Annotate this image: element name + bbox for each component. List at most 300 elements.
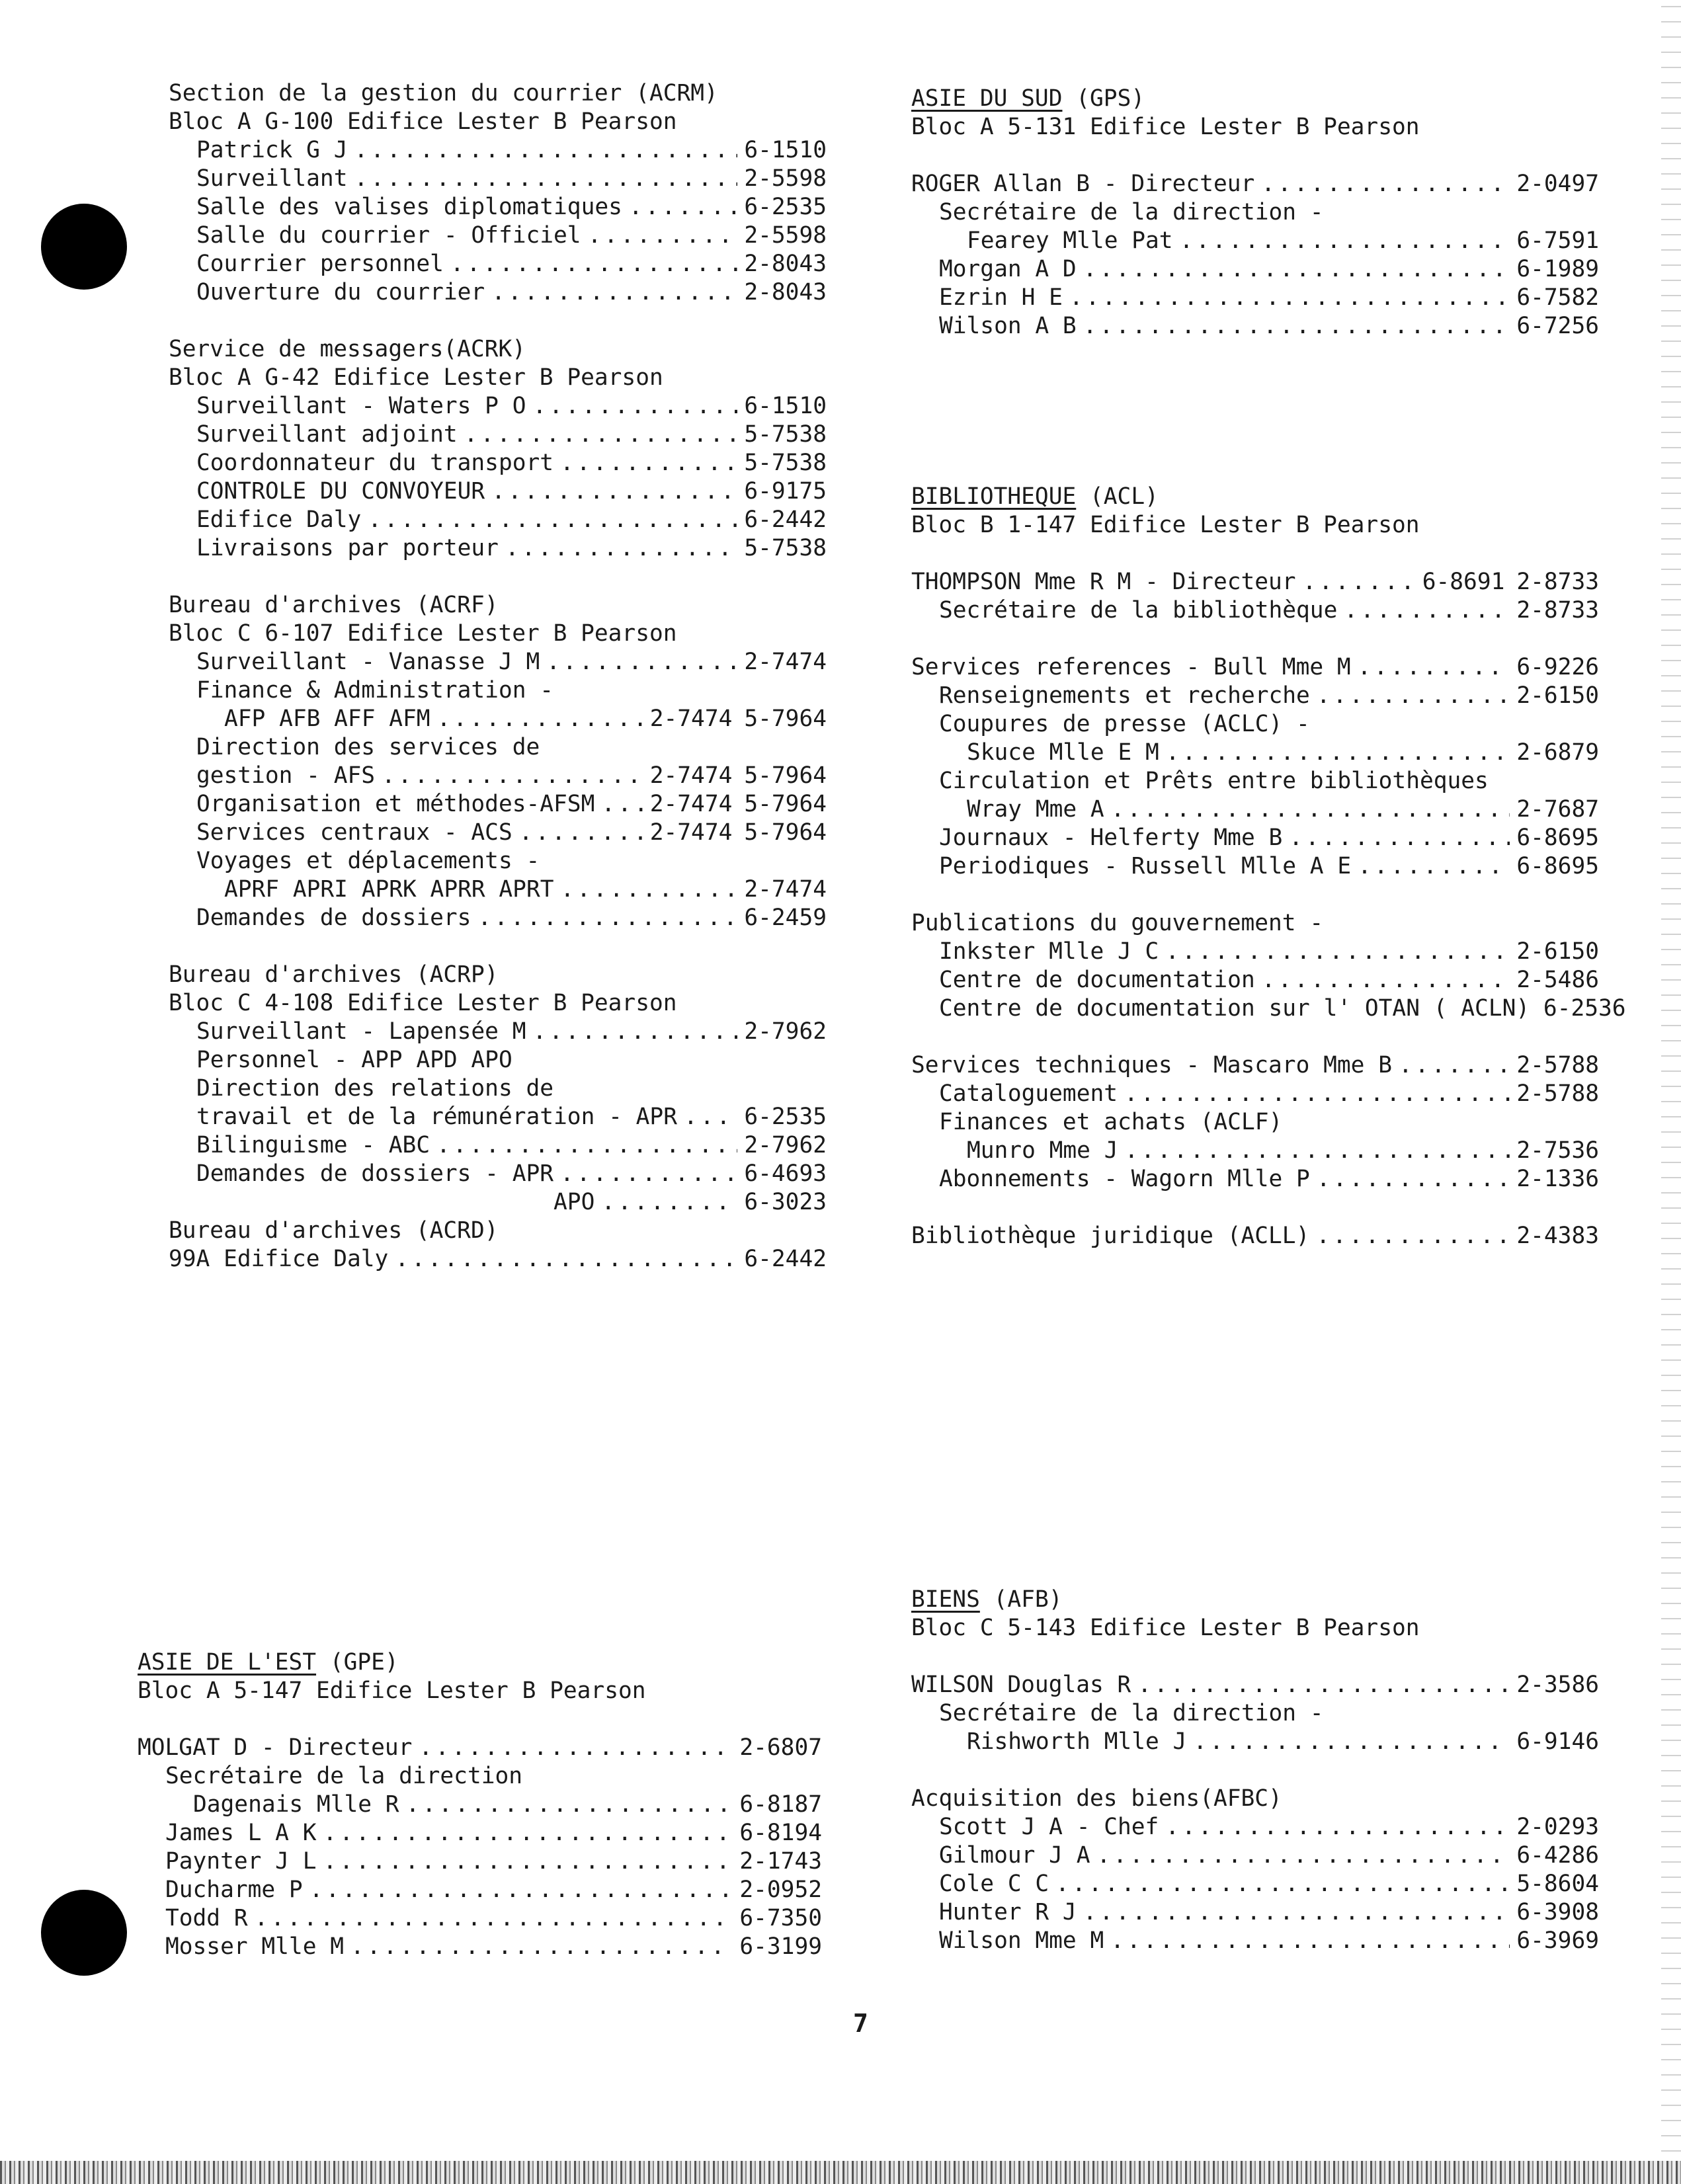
dot-leader xyxy=(395,1245,737,1274)
entry-label: THOMPSON Mme R M - Directeur xyxy=(911,569,1296,595)
entry-label: Services references - Bull Mme M xyxy=(911,654,1351,680)
entry-phone-number: 6-9226 xyxy=(1516,654,1599,680)
entry-label: APRF APRI APRK APRR APRT xyxy=(224,876,554,903)
section-heading xyxy=(169,961,827,989)
entry-phone-number: 2-5788 xyxy=(1516,1052,1599,1078)
entry-phone-number: 6-1989 xyxy=(1516,256,1599,282)
text-line xyxy=(911,1108,1599,1137)
entry-label: Renseignements et recherche xyxy=(939,682,1310,709)
entry-label: Rishworth Mlle J xyxy=(967,1728,1187,1755)
entry-label: Wilson A B xyxy=(939,313,1077,339)
line-text: Coupures de presse (ACLC) - xyxy=(939,711,1310,737)
directory-entry xyxy=(169,904,827,932)
entry-alt-number: 2-7474 xyxy=(649,819,733,846)
entry-label: Salle des valises diplomatiques xyxy=(196,194,622,220)
text-line xyxy=(911,909,1599,938)
dot-leader xyxy=(437,705,643,733)
directory-entry xyxy=(169,165,827,193)
dot-leader xyxy=(1193,1728,1510,1756)
entry-phone-number: 6-9146 xyxy=(1516,1728,1599,1755)
text-line xyxy=(169,108,827,136)
section-heading xyxy=(169,591,827,620)
text-line xyxy=(911,767,1599,795)
spacer xyxy=(911,881,1599,909)
spacer xyxy=(911,369,1599,397)
entry-phone-number: 2-7474 xyxy=(744,649,827,675)
directory-entry xyxy=(911,1870,1599,1898)
spacer xyxy=(138,1705,822,1734)
entry-alt-number: 2-7474 xyxy=(649,706,733,732)
dot-leader xyxy=(601,1188,737,1217)
directory-entry xyxy=(911,1137,1599,1165)
entry-label: Services techniques - Mascaro Mme B xyxy=(911,1052,1392,1078)
directory-entry xyxy=(911,739,1599,767)
dot-leader xyxy=(1399,1051,1510,1080)
entry-phone-number: 6-7256 xyxy=(1516,313,1599,339)
spacer xyxy=(911,1756,1599,1785)
heading-underlined: BIENS xyxy=(911,1586,980,1613)
entry-label: Wray Mme A xyxy=(967,796,1104,823)
spacer xyxy=(169,563,827,591)
entry-phone-number: 2-6150 xyxy=(1516,938,1599,965)
entry-label: Centre de documentation xyxy=(939,967,1255,993)
dot-leader xyxy=(1261,170,1510,198)
entry-label: Surveillant - Lapensée M xyxy=(196,1018,526,1045)
entry-label: Ducharme P xyxy=(165,1877,303,1903)
entry-label: Journaux - Helferty Mme B xyxy=(939,825,1283,851)
directory-entry xyxy=(911,1728,1599,1756)
entry-phone-number: 2-6807 xyxy=(739,1734,822,1761)
entry-phone-number: 6-3023 xyxy=(744,1189,827,1215)
directory-entry xyxy=(911,568,1599,596)
entry-label: Morgan A D xyxy=(939,256,1077,282)
dot-leader xyxy=(1262,966,1510,994)
entry-phone-number: 2-6879 xyxy=(1516,739,1599,766)
dot-leader xyxy=(1137,1671,1510,1699)
dot-leader xyxy=(1317,682,1510,710)
entry-phone-number: 5-7964 xyxy=(744,819,827,846)
dot-leader xyxy=(368,506,737,534)
entry-label: 99A Edifice Daly xyxy=(169,1246,389,1272)
entry-phone-number: 2-5788 xyxy=(1516,1080,1599,1107)
entry-phone-number: 6-7350 xyxy=(739,1905,822,1931)
entry-phone-number: 6-8695 xyxy=(1516,853,1599,879)
entry-phone-number: 5-7538 xyxy=(744,535,827,561)
line-text: Bloc A G-100 Edifice Lester B Pearson xyxy=(169,108,677,135)
dot-leader xyxy=(323,1819,733,1847)
entry-label: WILSON Douglas R xyxy=(911,1672,1131,1698)
entry-phone-number: 6-8194 xyxy=(739,1820,822,1846)
entry-label: Ezrin H E xyxy=(939,284,1063,311)
entry-phone-number: 2-1743 xyxy=(739,1848,822,1875)
entry-label: Ouverture du courrier xyxy=(196,279,485,305)
directory-entry xyxy=(911,596,1599,625)
spacer xyxy=(911,397,1599,426)
dot-leader xyxy=(1055,1870,1510,1898)
entry-label: Patrick G J xyxy=(196,137,348,163)
directory-entry xyxy=(169,875,827,904)
heading-text: (GPS) xyxy=(1062,85,1145,112)
entry-phone-number: 6-2442 xyxy=(744,506,827,533)
dot-leader xyxy=(354,165,737,193)
entry-label: Services centraux - ACS xyxy=(196,819,512,846)
entry-label: Hunter R J xyxy=(939,1899,1077,1925)
dot-leader xyxy=(1096,1841,1510,1870)
directory-entry xyxy=(169,1018,827,1046)
heading-text: Bureau d'archives (ACRD) xyxy=(169,1217,499,1244)
dot-leader xyxy=(1166,739,1510,767)
entry-phone-number: 6-9175 xyxy=(744,478,827,505)
directory-entry xyxy=(169,648,827,676)
spacer xyxy=(911,1193,1599,1222)
text-line xyxy=(169,620,827,648)
heading-text: Service de messagers(ACRK) xyxy=(169,336,526,362)
entry-phone-number: 6-7582 xyxy=(1516,284,1599,311)
dot-leader xyxy=(533,1018,738,1046)
entry-label: Periodiques - Russell Mlle A E xyxy=(939,853,1352,879)
directory-entry xyxy=(138,1933,822,1961)
section-heading xyxy=(911,1586,1599,1614)
dot-leader xyxy=(1358,653,1510,682)
spacer xyxy=(911,142,1599,170)
directory-entry xyxy=(169,1245,827,1274)
directory-entry xyxy=(911,1051,1599,1080)
line-text: Acquisition des biens(AFBC) xyxy=(911,1785,1282,1812)
spacer xyxy=(169,307,827,335)
dot-leader xyxy=(1083,255,1510,284)
section-heading xyxy=(911,85,1599,113)
directory-entry xyxy=(138,1876,822,1904)
spacer xyxy=(911,540,1599,568)
text-line xyxy=(911,994,1626,1023)
text-line xyxy=(169,676,827,705)
directory-entry xyxy=(911,1813,1599,1841)
dot-leader xyxy=(560,449,737,477)
text-line xyxy=(911,710,1599,739)
spacer xyxy=(169,932,827,961)
spacer xyxy=(911,1642,1599,1671)
entry-phone-number: 5-8604 xyxy=(1516,1871,1599,1897)
directory-entry xyxy=(169,705,827,733)
entry-phone-number: 6-3199 xyxy=(739,1933,822,1960)
text-line xyxy=(169,847,827,875)
entry-label: Mosser Mlle M xyxy=(165,1933,345,1960)
line-text: Publications du gouvernement - xyxy=(911,910,1324,936)
directory-entry xyxy=(911,284,1599,312)
heading-underlined: ASIE DU SUD xyxy=(911,85,1063,112)
line-text: Bloc C 6-107 Edifice Lester B Pearson xyxy=(169,620,677,647)
entry-label: Inkster Mlle J C xyxy=(939,938,1159,965)
dot-leader xyxy=(309,1876,733,1904)
entry-phone-number: 2-8733 xyxy=(1516,569,1599,595)
entry-phone-number: 2-7962 xyxy=(744,1018,827,1045)
directory-entry xyxy=(911,682,1599,710)
line-text: Personnel - APP APD APO xyxy=(196,1047,512,1073)
entry-phone-number: 6-2442 xyxy=(744,1246,827,1272)
dot-leader xyxy=(1317,1165,1510,1193)
directory-entry xyxy=(911,1927,1599,1955)
left-column-top xyxy=(169,79,827,1274)
line-text: Bloc C 4-108 Edifice Lester B Pearson xyxy=(169,990,677,1016)
directory-entry xyxy=(911,938,1599,966)
entry-phone-number: 6-2459 xyxy=(744,905,827,931)
scan-bottom-strip xyxy=(0,2161,1681,2184)
entry-label: APO xyxy=(196,1189,595,1215)
line-text: Bloc A 5-147 Edifice Lester B Pearson xyxy=(138,1678,646,1704)
entry-label: Dagenais Mlle R xyxy=(193,1791,399,1818)
dot-leader xyxy=(1165,1813,1510,1841)
entry-phone-number: 2-5598 xyxy=(744,222,827,249)
scan-edge xyxy=(1661,0,1681,2161)
entry-phone-number: 6-7591 xyxy=(1516,227,1599,254)
entry-phone-number: 2-7687 xyxy=(1516,796,1599,823)
entry-phone-number: 2-8733 xyxy=(1516,597,1599,624)
entry-label: Abonnements - Wagorn Mlle P xyxy=(939,1166,1310,1192)
entry-alt-number: 2-7474 xyxy=(649,762,733,789)
dot-leader xyxy=(1111,795,1510,824)
directory-entry xyxy=(138,1819,822,1847)
heading-text: (ACL) xyxy=(1076,483,1159,510)
directory-entry xyxy=(911,1222,1599,1250)
directory-entry xyxy=(138,1791,822,1819)
dot-leader xyxy=(354,136,737,165)
dot-leader xyxy=(255,1904,733,1933)
entry-phone-number: 6-8695 xyxy=(1516,825,1599,851)
heading-underlined: ASIE DE L'EST xyxy=(138,1649,317,1676)
heading-text: (GPE) xyxy=(316,1649,399,1676)
directory-entry xyxy=(911,824,1599,852)
heading-text: Bureau d'archives (ACRP) xyxy=(169,961,499,988)
text-line xyxy=(169,989,827,1018)
section-heading xyxy=(169,335,827,364)
dot-leader xyxy=(1083,312,1510,341)
entry-phone-number: 2-3586 xyxy=(1516,1672,1599,1698)
entry-label: Surveillant - Waters P O xyxy=(196,393,526,419)
entry-label: Demandes de dossiers xyxy=(196,905,472,931)
directory-entry xyxy=(169,136,827,165)
entry-label: James L A K xyxy=(165,1820,317,1846)
directory-entry xyxy=(911,227,1599,255)
heading-text: (AFB) xyxy=(979,1586,1063,1613)
directory-entry xyxy=(911,795,1599,824)
directory-entry xyxy=(169,819,827,847)
entry-phone-number: 6-4693 xyxy=(744,1160,827,1187)
line-text: Bloc C 5-143 Edifice Lester B Pearson xyxy=(911,1615,1420,1641)
entry-phone-number: 5-7538 xyxy=(744,450,827,476)
text-line xyxy=(169,1046,827,1074)
text-line xyxy=(911,1785,1599,1813)
entry-label: Surveillant - Vanasse J M xyxy=(196,649,540,675)
entry-phone-number: 2-4383 xyxy=(1516,1223,1599,1249)
entry-phone-number: 2-7474 xyxy=(744,876,827,903)
entry-phone-number: 6-8187 xyxy=(739,1791,822,1818)
directory-entry xyxy=(169,392,827,421)
entry-phone-number: 2-7536 xyxy=(1516,1137,1599,1164)
entry-label: Cole C C xyxy=(939,1871,1049,1897)
directory-entry xyxy=(138,1847,822,1876)
heading-underlined: BIBLIOTHEQUE xyxy=(911,483,1077,510)
dot-leader xyxy=(1165,938,1510,966)
entry-phone-number: 5-7964 xyxy=(744,762,827,789)
directory-entry xyxy=(169,449,827,477)
directory-entry xyxy=(911,852,1599,881)
line-text: Bloc B 1-147 Edifice Lester B Pearson xyxy=(911,512,1420,538)
spacer xyxy=(911,426,1599,454)
entry-label: AFP AFB AFF AFM xyxy=(224,706,430,732)
dot-leader xyxy=(560,1160,737,1188)
dot-leader xyxy=(323,1847,733,1876)
entry-label: gestion - AFS xyxy=(196,762,376,789)
text-line xyxy=(169,733,827,762)
dot-leader xyxy=(477,904,737,932)
dot-leader xyxy=(1180,227,1510,255)
dot-leader xyxy=(561,875,738,904)
entry-phone-number: 6-3908 xyxy=(1516,1899,1599,1925)
dot-leader xyxy=(546,648,737,676)
entry-label: Surveillant adjoint xyxy=(196,421,458,448)
dot-leader xyxy=(505,534,737,563)
dot-leader xyxy=(450,250,738,278)
directory-entry xyxy=(911,255,1599,284)
entry-label: Scott J A - Chef xyxy=(939,1814,1159,1840)
dot-leader xyxy=(1316,1222,1510,1250)
dot-leader xyxy=(588,222,738,250)
directory-entry xyxy=(169,250,827,278)
directory-entry xyxy=(911,1841,1599,1870)
section-heading xyxy=(169,79,827,108)
directory-entry xyxy=(169,534,827,563)
directory-entry xyxy=(911,966,1599,994)
dot-leader xyxy=(350,1933,733,1961)
entry-phone-number: 6-2535 xyxy=(744,194,827,220)
dot-leader xyxy=(1358,852,1510,881)
entry-label: Coordonnateur du transport xyxy=(196,450,554,476)
entry-label: travail et de la rémunération - APR xyxy=(196,1104,677,1130)
entry-label: Bibliothèque juridique (ACLL) xyxy=(911,1223,1310,1249)
text-line xyxy=(138,1677,822,1705)
directory-entry xyxy=(911,653,1599,682)
line-text: Voyages et déplacements - xyxy=(196,848,540,874)
text-line xyxy=(138,1762,822,1791)
spacer xyxy=(911,454,1599,483)
entry-alt-number: 6-8691 xyxy=(1422,569,1505,595)
punch-hole-top xyxy=(41,204,127,290)
text-line xyxy=(911,1699,1599,1728)
line-text: Secrétaire de la direction xyxy=(165,1763,523,1789)
entry-phone-number: 5-7538 xyxy=(744,421,827,448)
spacer xyxy=(911,341,1599,369)
entry-label: Demandes de dossiers - APR xyxy=(196,1160,554,1187)
dot-leader xyxy=(382,762,643,790)
dot-leader xyxy=(519,819,643,847)
entry-phone-number: 2-7962 xyxy=(744,1132,827,1158)
directory-entry xyxy=(169,421,827,449)
directory-entry xyxy=(169,1131,827,1160)
entry-label: Bilinguisme - ABC xyxy=(196,1132,430,1158)
directory-entry xyxy=(169,1103,827,1131)
entry-phone-number: 2-5486 xyxy=(1516,967,1599,993)
entry-phone-number: 2-8043 xyxy=(744,279,827,305)
entry-phone-number: 2-0497 xyxy=(1516,171,1599,197)
spacer xyxy=(911,625,1599,653)
directory-entry xyxy=(911,1165,1599,1193)
line-text: Finances et achats (ACLF) xyxy=(939,1109,1283,1135)
dot-leader xyxy=(419,1734,733,1762)
line-text: Secrétaire de la direction - xyxy=(939,1700,1324,1726)
entry-phone-number: 5-7964 xyxy=(744,706,827,732)
directory-entry xyxy=(169,1188,827,1217)
entry-label: Courrier personnel xyxy=(196,251,444,277)
entry-phone-number: 2-8043 xyxy=(744,251,827,277)
dot-leader xyxy=(491,477,737,506)
line-text: Centre de documentation sur l' OTAN ( ACLN) 6-2536 xyxy=(939,995,1626,1022)
dot-leader xyxy=(406,1791,733,1819)
page-number: 7 xyxy=(853,2009,868,2038)
left-column-bottom xyxy=(138,1648,822,1961)
entry-label: Paynter J L xyxy=(165,1848,317,1875)
text-line xyxy=(169,364,827,392)
directory-entry xyxy=(169,506,827,534)
entry-label: Skuce Mlle E M xyxy=(967,739,1159,766)
entry-phone-number: 5-7964 xyxy=(744,791,827,817)
dot-leader xyxy=(1124,1080,1510,1108)
line-text: Finance & Administration - xyxy=(196,677,554,704)
entry-phone-number: 6-1510 xyxy=(744,393,827,419)
entry-label: CONTROLE DU CONVOYEUR xyxy=(196,478,485,505)
directory-entry xyxy=(911,1898,1599,1927)
directory-entry xyxy=(911,170,1599,198)
line-text: Circulation et Prêts entre bibliothèques xyxy=(939,768,1489,794)
dot-leader xyxy=(1083,1898,1510,1927)
directory-entry xyxy=(169,193,827,222)
entry-alt-number: 2-7474 xyxy=(649,791,733,817)
entry-label: Organisation et méthodes-AFSM xyxy=(196,791,595,817)
dot-leader xyxy=(491,278,737,307)
dot-leader xyxy=(1110,1927,1510,1955)
entry-label: Surveillant xyxy=(196,165,348,192)
entry-label: Todd R xyxy=(165,1905,248,1931)
dot-leader xyxy=(1303,568,1416,596)
entry-phone-number: 6-4286 xyxy=(1516,1842,1599,1869)
entry-label: MOLGAT D - Directeur xyxy=(138,1734,413,1761)
text-line xyxy=(911,511,1599,540)
heading-text: Section de la gestion du courrier (ACRM) xyxy=(169,80,718,106)
directory-entry xyxy=(138,1734,822,1762)
directory-entry xyxy=(169,477,827,506)
entry-phone-number: 2-5598 xyxy=(744,165,827,192)
right-column-bottom xyxy=(911,1586,1599,1955)
heading-text: Bureau d'archives (ACRF) xyxy=(169,592,499,618)
dot-leader xyxy=(1069,284,1510,312)
line-text: Bloc A 5-131 Edifice Lester B Pearson xyxy=(911,114,1420,140)
entry-label: ROGER Allan B - Directeur xyxy=(911,171,1255,197)
entry-label: Fearey Mlle Pat xyxy=(967,227,1173,254)
directory-entry xyxy=(169,790,827,819)
text-line xyxy=(169,1074,827,1103)
dot-leader xyxy=(601,790,643,819)
text-line xyxy=(911,1614,1599,1642)
line-text: Direction des services de xyxy=(196,734,540,760)
entry-phone-number: 6-3969 xyxy=(1516,1927,1599,1954)
section-heading xyxy=(138,1648,822,1677)
entry-label: Catalоguement xyxy=(939,1080,1118,1107)
line-text: Direction des relations de xyxy=(196,1075,554,1102)
section-heading xyxy=(169,1217,827,1245)
directory-entry xyxy=(911,312,1599,341)
directory-entry xyxy=(138,1904,822,1933)
entry-label: Salle du courrier - Officiel xyxy=(196,222,581,249)
spacer xyxy=(911,1023,1599,1051)
